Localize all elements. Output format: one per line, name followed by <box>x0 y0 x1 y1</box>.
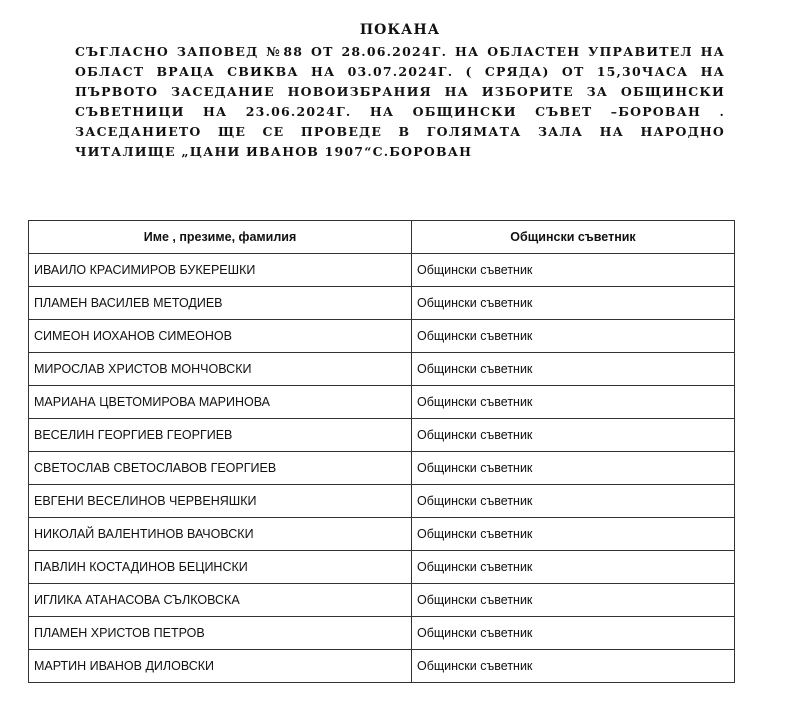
cell-name: ПЛАМЕН ХРИСТОВ ПЕТРОВ <box>29 617 412 650</box>
table-row <box>29 650 735 683</box>
cell-name: ВЕСЕЛИН ГЕОРГИЕВ ГЕОРГИЕВ <box>29 419 412 452</box>
table-row <box>29 584 735 617</box>
cell-name: ЕВГЕНИ ВЕСЕЛИНОВ ЧЕРВЕНЯШКИ <box>29 485 412 518</box>
table-row <box>29 287 735 320</box>
table-row <box>29 452 735 485</box>
cell-role: Общински съветник <box>412 551 735 584</box>
table-row <box>29 320 735 353</box>
table-header-row <box>29 221 735 254</box>
cell-role: Общински съветник <box>412 386 735 419</box>
table-row <box>29 353 735 386</box>
cell-role: Общински съветник <box>412 287 735 320</box>
cell-name: МИРОСЛАВ ХРИСТОВ МОНЧОВСКИ <box>29 353 412 386</box>
cell-name: ПЛАМЕН ВАСИЛЕВ МЕТОДИЕВ <box>29 287 412 320</box>
cell-role: Общински съветник <box>412 518 735 551</box>
cell-role: Общински съветник <box>412 485 735 518</box>
cell-role: Общински съветник <box>412 584 735 617</box>
invitation-text: СЪГЛАСНО ЗАПОВЕД №88 ОТ 28.06.2024Г. НА ОБЛАСТЕН УПРАВИТЕЛ НА ОБЛАСТ ВРАЦА СВИКВА НА 03.07.2024Г. ( СРЯДА) ОТ 15,30ЧАСА НА ПЪРВОТО ЗАСЕДАНИЕ НОВОИЗБРАНИЯ НА ИЗБОРИТЕ ЗА ОБЩИНСКИ СЪВЕТНИЦИ НА 23.06.2024Г. НА ОБЩИНСКИ СЪВЕТ –БОРОВАН . ЗАСЕДАНИЕТО ЩЕ СЕ ПРОВЕДЕ В ГОЛЯМАТА ЗАЛА НА НАРОДНО ЧИТАЛИЩЕ „ЦАНИ ИВАНОВ 1907“С.БОРОВАН <box>75 44 725 159</box>
column-header-name: Име , презиме, фамилия <box>29 221 412 254</box>
table-row <box>29 485 735 518</box>
cell-role: Общински съветник <box>412 650 735 683</box>
cell-name: ИГЛИКА АТАНАСОВА СЪЛКОВСКА <box>29 584 412 617</box>
councillors-table <box>28 220 735 683</box>
cell-role: Общински съветник <box>412 353 735 386</box>
cell-role: Общински съветник <box>412 254 735 287</box>
cell-role: Общински съветник <box>412 617 735 650</box>
column-header-role: Общински съветник <box>412 221 735 254</box>
table-row <box>29 551 735 584</box>
table-row <box>29 518 735 551</box>
cell-name: МАРТИН ИВАНОВ ДИЛОВСКИ <box>29 650 412 683</box>
table-row <box>29 617 735 650</box>
cell-name: ПАВЛИН КОСТАДИНОВ БЕЦИНСКИ <box>29 551 412 584</box>
cell-name: СВЕТОСЛАВ СВЕТОСЛАВОВ ГЕОРГИЕВ <box>29 452 412 485</box>
cell-role: Общински съветник <box>412 419 735 452</box>
document-title: ПОКАНА <box>359 22 441 38</box>
cell-name: СИМЕОН ИОХАНОВ СИМЕОНОВ <box>29 320 412 353</box>
table-row <box>29 386 735 419</box>
cell-role: Общински съветник <box>412 452 735 485</box>
table-row <box>29 419 735 452</box>
cell-role: Общински съветник <box>412 320 735 353</box>
cell-name: ИВАИЛО КРАСИМИРОВ БУКЕРЕШКИ <box>29 254 412 287</box>
cell-name: МАРИАНА ЦВЕТОМИРОВА МАРИНОВА <box>29 386 412 419</box>
table-row <box>29 254 735 287</box>
cell-name: НИКОЛАЙ ВАЛЕНТИНОВ ВАЧОВСКИ <box>29 518 412 551</box>
councillors-table-container <box>28 220 734 683</box>
